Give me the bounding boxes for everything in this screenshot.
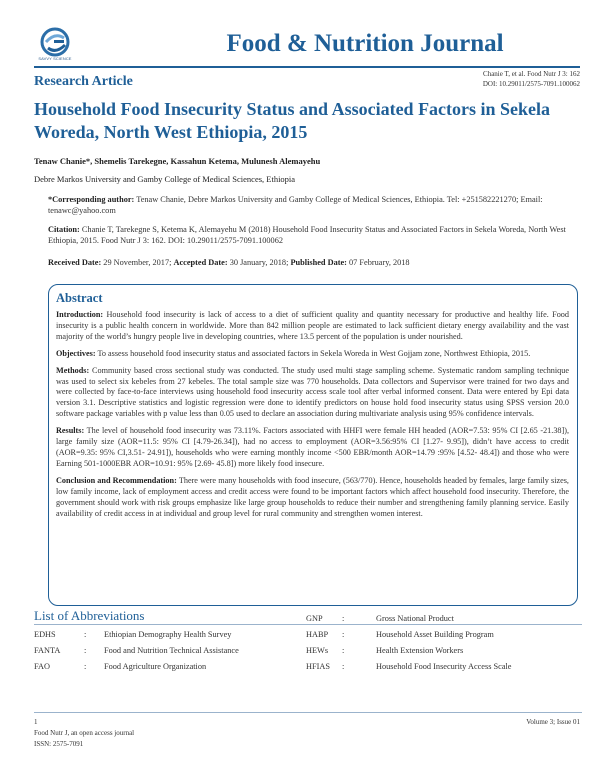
citation [48,224,578,247]
article-dates [48,257,578,268]
header-divider [34,66,580,68]
volume-issue: Volume 3; Issue 01 [526,718,580,726]
section-text: Community based cross sectional study was conducted. The study used multi stage sampling scheme. Systematic random sampling technique was used to select six kebeles from 27 kebeles. The total sample size was 770 households. Data collectors and Supervisor were trained for two days and were collected by face-to-face interviews using household food insecurity access scale tool after verbal informed consent. Data were entered by Epi data version 3.1. Descriptive statistics and logistic regression were done to identify predictors on house hold food insecurity status using SPSS version 20.0 software package variables with p value less than 0.05 used to declare an association during multivariate analysis using 95% confidence intervals. [56,365,570,419]
doi-link[interactable]: DOI: 10.29011/2575-7091.100062 [482,80,580,88]
abbreviation-value: Household Asset Building Program [376,630,494,639]
abbreviation-row [306,614,576,626]
section-label: Conclusion and Recommendation: [56,475,177,485]
section-label: Results: [56,426,85,436]
abbreviations-title: List of Abbreviations [34,608,145,623]
abstract-methods [56,366,569,421]
article-type: Research Article [34,74,133,89]
journal-logo-icon [38,26,72,58]
abbreviation-colon: : [342,646,345,655]
accepted-value: 30 January, 2018; [229,258,289,267]
short-citation: Chanie T, et al. Food Nutr J 3: 162 [483,70,580,78]
abbreviation-key: FANTA [34,646,61,655]
logo-text: SAVVY SCIENCE [38,56,72,61]
abbreviation-row [34,646,294,658]
abstract-box [48,284,578,606]
accepted-label: Accepted Date: [173,258,228,267]
abbreviation-colon: : [342,662,345,671]
section-text: To assess household food insecurity status and associated factors in Sekela Woreda in West Gojjam zone, Northwest Ethiopia, 2015. [97,348,531,358]
abstract-results [56,426,569,470]
abbreviation-colon: : [84,646,87,655]
section-text: Household food insecurity is lack of access to a diet of sufficient quality and quantity necessary for productive and healthy life. Food insecurity is a public health concern in worldwide. More than 842 million people are estimated to lack sufficient dietary energy availability and the vast majority of the world’s hungry people live in developing countries, where 13.5 percent of the population is under nourished. [56,310,569,341]
abbreviation-colon: : [84,662,87,671]
abbreviation-colon: : [342,614,345,623]
abstract-conclusion [56,476,569,520]
abstract-introduction [56,310,569,343]
abbreviation-colon: : [342,630,345,639]
abbreviation-key: HFIAS [306,662,330,671]
abbreviation-value: Food Agriculture Organization [104,662,207,671]
corresponding-label: *Corresponding author: [48,195,135,204]
page-number: 1 [34,718,38,726]
footer-journal-line: Food Nutr J, an open access journal [34,729,135,737]
abbreviation-key: GNP [306,614,323,623]
abbreviation-key: HEWs [306,646,329,655]
abbreviation-row [306,630,576,642]
article-title: Household Food Insecurity Status and Associated Factors in Sekela Woreda, North West Ethiopia, 2015 [34,99,551,142]
author-list: Tenaw Chanie*, Shemelis Tarekegne, Kassahun Ketema, Mulunesh Alemayehu [34,156,321,166]
journal-title: Food & Nutrition Journal [226,30,504,57]
abbreviation-key: EDHS [34,630,56,639]
abstract-objectives [56,349,569,360]
section-text: There were many households with food insecure, (563/770). Hence, households headed by females, large family sizes, low family income, lack of employment access and credit access were found to be important factors which affect household food insecurity. Therefore, the government should work with risk groups emphasize like large group households to reduce their number and strengthening family planning service. Easily availability of credit access in at individual and group level for rural community and strengthen women interest. [56,475,569,518]
abbreviation-key: FAO [34,662,50,671]
citation-text: Chanie T, Tarekegne S, Ketema K, Alemayehu M (2018) Household Food Insecurity Status and Associated Factors in Sekela Woreda, North West Ethiopia, 2015. Food Nutr J 3: 162. DOI: 10.29011/2575-7091.100062 [48,225,566,246]
abbreviation-value: Food and Nutrition Technical Assistance [104,646,239,655]
abbreviation-value: Ethiopian Demography Health Survey [104,630,232,639]
abbreviation-value: Health Extension Workers [376,646,464,655]
section-label: Objectives: [56,348,96,358]
abbreviation-row [306,646,576,658]
abbreviation-value: Household Food Insecurity Access Scale [376,662,512,671]
section-label: Introduction: [56,310,104,319]
section-text: The level of household food insecurity was 73.11%. Factors associated with HHFI were female HH headed (AOR=7.53: 95% CI [2.65 -21.38]), large family size (AOR=11.5: 95% CI [4.79-26.34]), had no access to employment (AOR=3.56:95% CI [1.27- 9.95]), didn’t have access to credit (AOR=9.35: 95% CI,3.51- 24.91]), households who were earning monthly income <500 EBR/month AOR=14.79 :95% [4.52- 48.4]) and those who were Earning 501-1000EBR AOR=10.91: 95% [2.69- 45.8]) more likely food insecure. [56,426,570,468]
abbreviation-row [34,630,294,642]
abbreviation-colon: : [84,630,87,639]
abbreviation-value: Gross National Product [376,614,454,623]
citation-label: Citation: [48,225,80,234]
abbreviation-key: HABP [306,630,329,639]
section-label: Methods: [56,365,90,375]
affiliation: Debre Markos University and Gamby College of Medical Sciences, Ethiopia [34,174,296,184]
received-label: Received Date: [48,258,102,267]
published-label: Published Date: [290,258,347,267]
published-value: 07 February, 2018 [349,258,410,267]
abbreviation-row [34,662,294,674]
corresponding-author [48,194,578,217]
abstract-title: Abstract [56,291,103,305]
footer-issn: ISSN: 2575-7091 [34,740,84,748]
corresponding-text: Tenaw Chanie, Debre Markos University and Gamby College of Medical Sciences, Ethiopia. Tel: +251582221270; Email: tenawc@yahoo.com [48,195,543,216]
abbreviation-row [306,662,576,674]
received-value: 29 November, 2017; [103,258,172,267]
footer-divider [34,712,582,713]
